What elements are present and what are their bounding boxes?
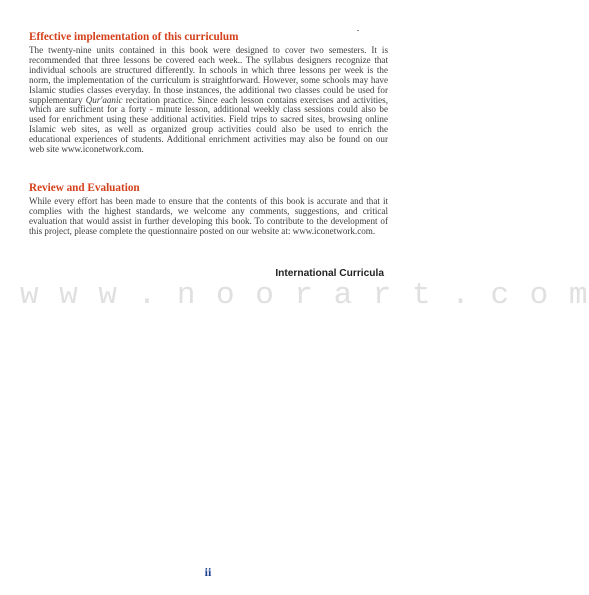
scan-speck: [357, 30, 359, 31]
paragraph-implementation: [29, 46, 388, 155]
paragraph-implementation-text-1: The twenty-nine units contained in this book were designed to cover two semesters. It is recommended that three lessons be covered each week.. The syllabus designers recognize that individual schools are structured differently. In schools in which three lessons per week is the norm, the implementation of the curriculum is straightforward. However, some schools may have Islamic studies classes everyday. In those instances, the additional two classes could be used for supplementary: [29, 45, 388, 105]
paragraph-review: While every effort has been made to ensure that the contents of this book is accurate and that it complies with the highest standards, we welcome any comments, suggestions, and critical evaluation that would assist in further developing this book. To contribute to the development of this project, please complete the questionnaire posted on our website at: www.iconetwork.com.: [29, 196, 388, 236]
paragraph-implementation-text-2: recitation practice. Since each lesson contains exercises and activities, which are sufficient for a forty - minute lesson, additional weekly class sessions could also be used for enrichment using these additional activities. Field trips to sacred sites, browsing online Islamic web sites, as well as organized group activities could also be used to enrich the educational experiences of students. Additional enrichment activities may also be found on our web site www.iconetwork.com.: [29, 94, 388, 155]
quraanic-term: Qur'aanic: [85, 94, 123, 105]
watermark: w w w . n o o r a r t . c o m: [20, 278, 589, 313]
signature: International Curricula: [275, 268, 384, 279]
page-number: ii: [204, 565, 212, 579]
heading-implementation: Effective implementation of this curriculum: [29, 31, 239, 43]
heading-review: Review and Evaluation: [29, 182, 140, 194]
